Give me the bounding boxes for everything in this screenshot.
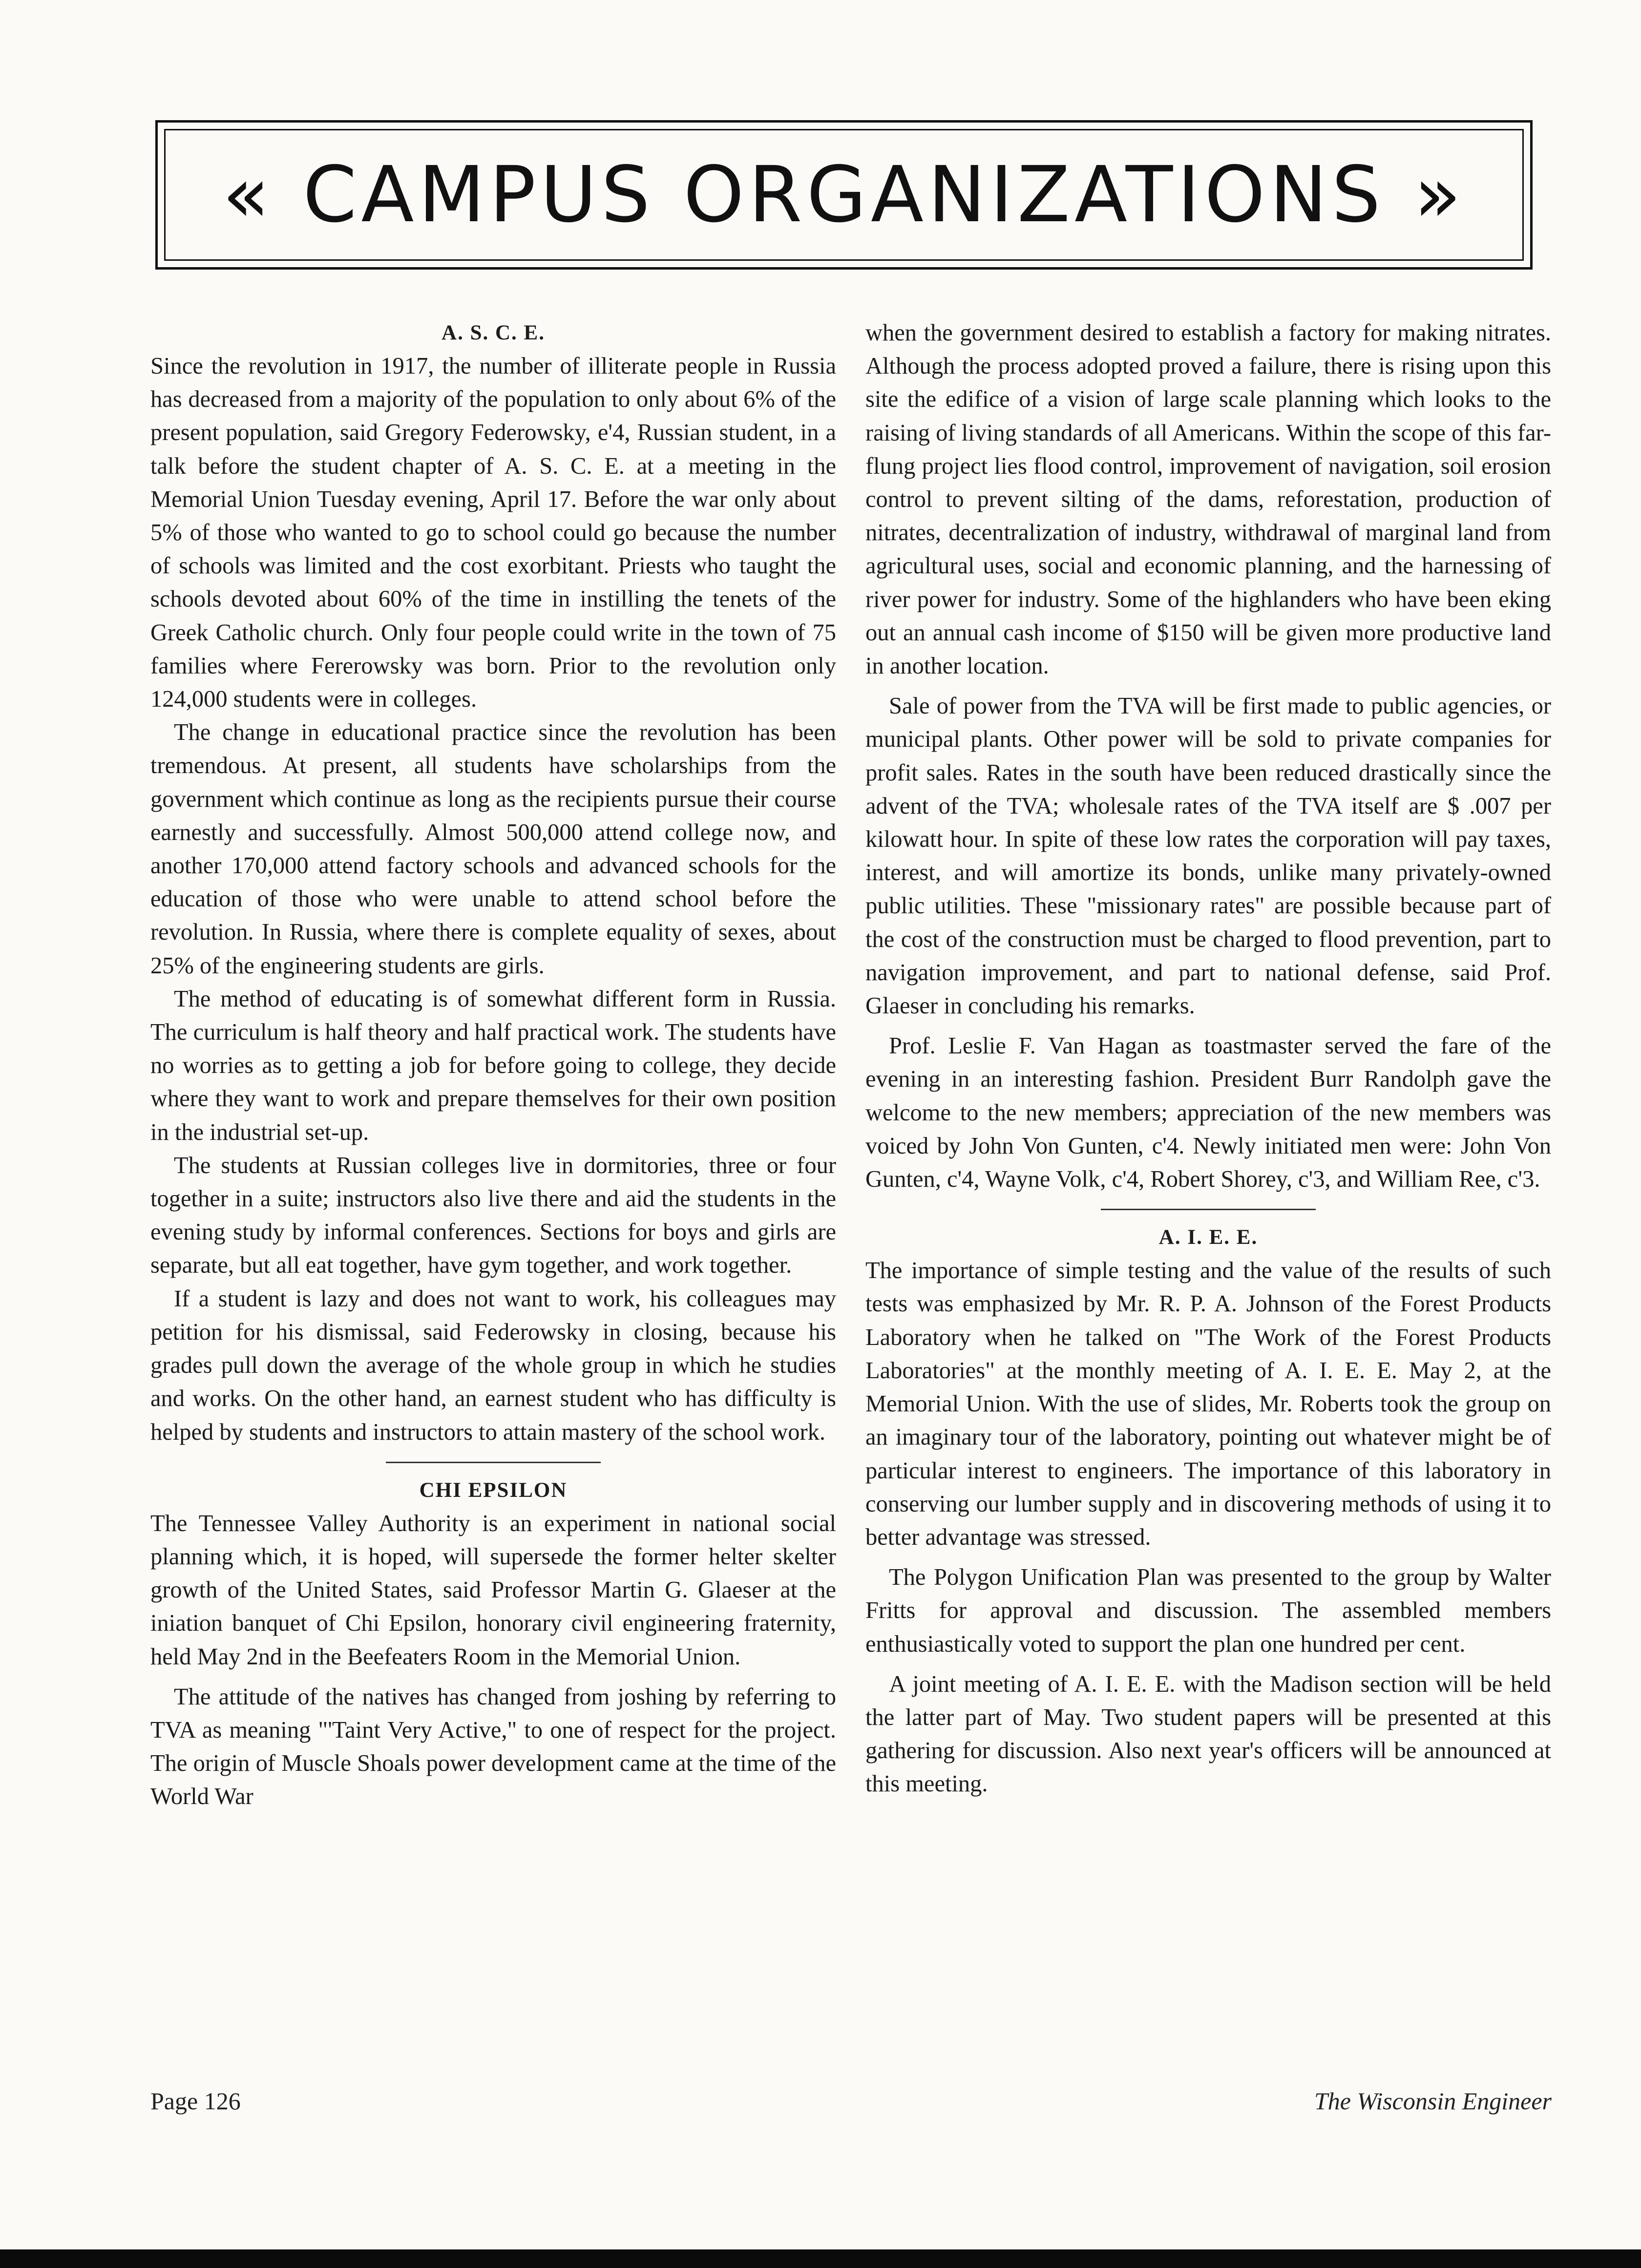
page-title: « CAMPUS ORGANIZATIONS » [164, 129, 1524, 261]
paragraph: The attitude of the natives has changed from joshing by referring to TVA as meaning "'Taint Very Active," to one of respect for the project. The origin of Muscle Shoals power development came at the time of the World War [150, 1683, 836, 1810]
right-column [865, 316, 1551, 1801]
paragraph: Since the revolution in 1917, the number of illiterate people in Russia has decreased from a majority of the population to only about 6% of the present population, said Gregory Federowsky, e'4, Russian student, in a talk before the student chapter of A. S. C. E. at a meeting in the Memorial Union Tuesday evening, April 17. Before the war only about 5% of those who wanted to go to school could go because the number of schools was limited and the cost exorbitant. Priests who taught the schools devoted about 60% of the time in instilling the tenets of the Greek Catholic church. Only four people could write in the town of 75 families where Fererowsky was born. Prior to the revolution only 124,000 students were in colleges. [150, 353, 836, 713]
title-banner [155, 120, 1533, 270]
paragraph: The students at Russian colleges live in dormitories, three or four together in a suite; instructors also live there and aid the students in the evening study by informal conferences. Sections for boys and girls are separate, but all eat together, have gym together, and work together. [150, 1152, 836, 1279]
paragraph: Prof. Leslie F. Van Hagan as toastmaster served the fare of the evening in an interesting fashion. President Burr Randolph gave the welcome to the new members; appreciation of the new members was voiced by John Von Gunten, c'4. Newly initiated men were: John Von Gunten, c'4, Wayne Volk, c'4, Robert Shorey, c'3, and William Ree, c'3. [865, 1033, 1551, 1193]
section-heading-chi-epsilon: CHI EPSILON [419, 1478, 568, 1502]
publication-name: The Wisconsin Engineer [1314, 2087, 1552, 2115]
paragraph: The importance of simple testing and the value of the results of such tests was emphasized by Mr. R. P. A. Johnson of the Forest Products Laboratory when he talked on "The Work of the Forest Products Laboratories" at the monthly meeting of A. I. E. E. May 2, at the Memorial Union. With the use of slides, Mr. Roberts took the group on an imaginary tour of the laboratory, pointing out whatever might be of particular interest to engineers. The importance of this laboratory in conserving our lumber supply and in discovering methods of using it to better advantage was stressed. [865, 1258, 1551, 1550]
page-number: Page 126 [150, 2087, 241, 2115]
scan-edge-bar [0, 2249, 1641, 2268]
section-heading-asce: A. S. C. E. [442, 321, 545, 344]
paragraph: Sale of power from the TVA will be first made to public agencies, or municipal plants. Other power will be sold to private companies for profit sales. Rates in the south have been reduced drastically since the advent of the TVA; wholesale rates of the TVA itself are $ .007 per kilowatt hour. In spite of these low rates the corporation will pay taxes, interest, and will amortize its bonds, unlike many privately-owned public utilities. These "missionary rates" are possible because part of the cost of the construction must be charged to flood prevention, part to navigation improvement, and part to national defense, said Prof. Glaeser in concluding his remarks. [865, 693, 1551, 1019]
section-divider [386, 1462, 601, 1463]
paragraph: when the government desired to establish a factory for making nitrates. Although the process adopted proved a failure, there is rising upon this site the edifice of a vision of large scale planning which looks to the raising of living standards of all Americans. Within the scope of this far-flung project lies flood control, improvement of navigation, soil erosion control to prevent silting of the dams, reforestation, production of nitrates, decentralization of industry, withdrawal of marginal land from agricultural uses, social and economic planning, and the harnessing of river power for industry. Some of the highlanders who have been eking out an annual cash income of $150 will be given more productive land in another location. [865, 320, 1551, 679]
paragraph: The Tennessee Valley Authority is an experiment in national social planning which, it is hoped, will supersede the former helter skelter growth of the United States, said Professor Martin G. Glaeser at the iniation banquet of Chi Epsilon, honorary civil engineering fraternity, held May 2nd in the Beefeaters Room in the Memorial Union. [150, 1510, 836, 1670]
paragraph: The change in educational practice since the revolution has been tremendous. At present, all students have scholarships from the government which continue as long as the recipients pursue their course earnestly and successfully. Almost 500,000 attend college now, and another 170,000 attend factory schools and advanced schools for the education of those who were unable to attend school before the revolution. In Russia, where there is complete equality of sexes, about 25% of the engineering students are girls. [150, 719, 836, 979]
left-column [150, 316, 836, 1814]
paragraph: The Polygon Unification Plan was presented to the group by Walter Fritts for approval and discussion. The assembled members enthusiastically voted to support the plan one hundred per cent. [865, 1564, 1551, 1657]
section-heading-aiee: A. I. E. E. [1158, 1226, 1258, 1249]
paragraph: If a student is lazy and does not want to work, his colleagues may petition for his dismissal, said Federowsky in closing, because his grades pull down the average of the whole group in which he studies and works. On the other hand, an earnest student who has difficulty is helped by students and instructors to attain mastery of the school work. [150, 1285, 836, 1445]
paragraph: A joint meeting of A. I. E. E. with the Madison section will be held the latter part of May. Two student papers will be presented at this gathering for discussion. Also next year's officers will be announced at this meeting. [865, 1671, 1551, 1797]
section-divider [1101, 1209, 1316, 1210]
paragraph: The method of educating is of somewhat different form in Russia. The curriculum is half theory and half practical work. The students have no worries as to getting a job for before going to college, they decide where they want to work and prepare themselves for their own position in the industrial set-up. [150, 986, 836, 1145]
